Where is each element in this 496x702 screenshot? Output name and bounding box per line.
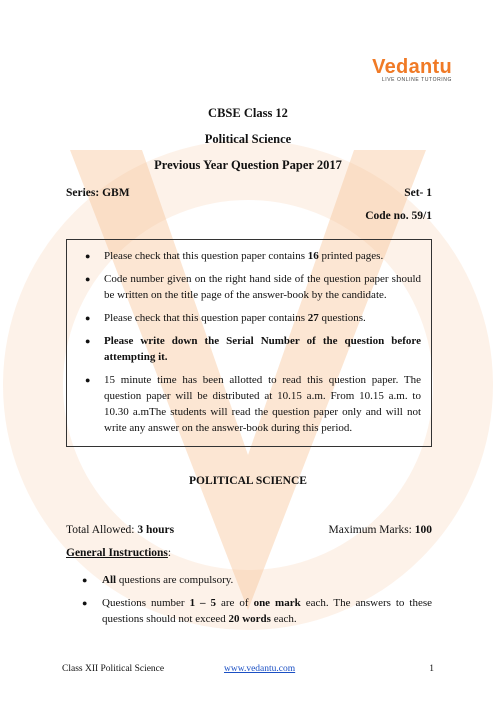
notice-item: ● Please write down the Serial Number of the question before attempting it. [85,335,421,363]
notice-item: ● Please check that this question paper contains 27 questions. [85,312,366,324]
bullet-icon: ● [85,251,91,261]
paper-title: Previous Year Question Paper 2017 [154,158,342,172]
time-allowed: Total Allowed: 3 hours [66,524,175,536]
logo-text: Vedantu [372,56,452,78]
page-footer [62,664,434,674]
code-number: Code no. 59/1 [365,210,432,222]
instruction-item: ● All questions are compulsory. [82,574,234,586]
bullet-icon: ● [82,598,88,608]
logo-tagline: LIVE ONLINE TUTORING [381,77,452,83]
bullet-icon: ● [85,375,91,385]
bullet-icon: ● [82,575,88,585]
page-number: 1 [429,664,434,674]
time-marks-row [66,524,432,536]
maximum-marks: Maximum Marks: 100 [328,524,432,536]
notice-item: ● 15 minute time has been allotted to read this question paper. The question paper will be distributed at 10.15 a.m. From 10.15 a.m. to 10.30 a.mThe students will read the question paper only and will not write any answer on the answer-book during this period. [85,374,421,434]
instruction-item: ● Questions number 1 – 5 are of one mark each. The answers to these questions should not exceed 20 words each. [82,597,433,625]
exam-class-title: CBSE Class 12 [208,106,288,120]
bullet-icon: ● [85,336,91,346]
general-instructions-list [82,572,432,634]
notice-item: ● Code number given on the right hand side of the question paper should be written on the title page of the answer-book by the candidate. [85,273,421,301]
vedantu-logo [372,56,452,83]
series-label: Series: GBM [66,187,130,199]
footer-website-link[interactable]: www.vedantu.com [224,664,296,674]
subject-title: Political Science [204,132,292,146]
notice-item: ● Please check that this question paper contains 16 printed pages. [85,250,384,262]
bullet-icon: ● [85,274,91,284]
series-row [66,187,432,199]
footer-course: Class XII Political Science [62,664,165,674]
set-label: Set- 1 [404,187,432,199]
section-heading: POLITICAL SCIENCE [189,475,307,487]
general-instructions-heading: General Instructions: [66,547,172,559]
notice-box [66,239,432,447]
bullet-icon: ● [85,313,91,323]
